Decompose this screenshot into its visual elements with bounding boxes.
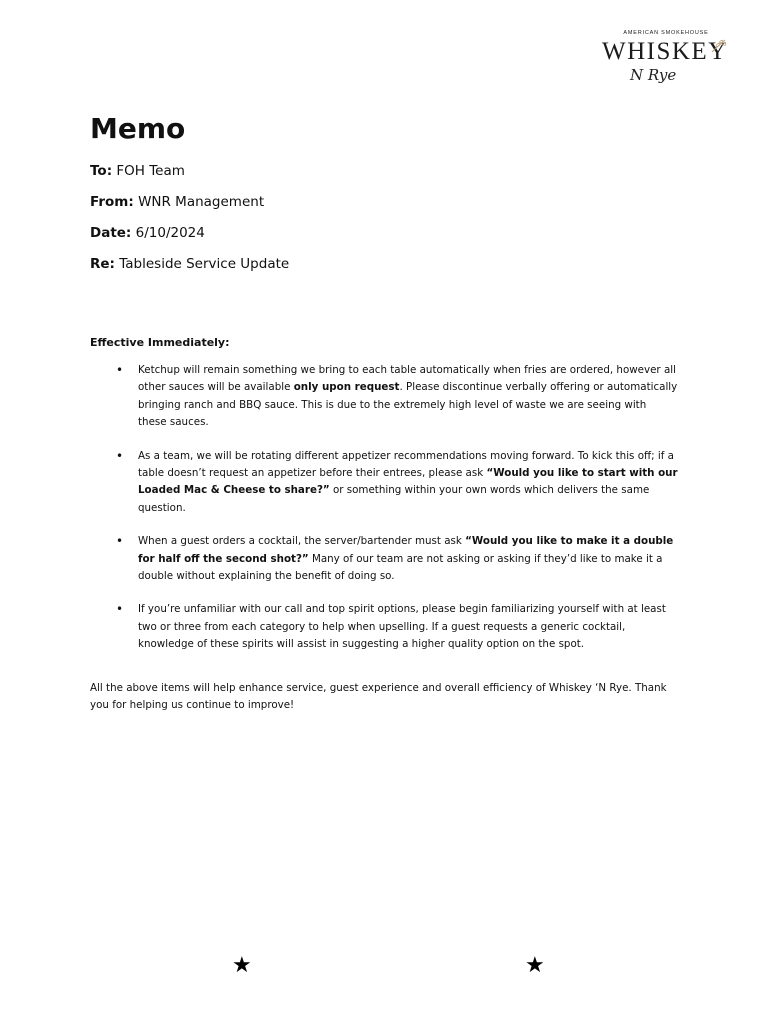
from-label: From: bbox=[90, 194, 134, 210]
list-item: • As a team, we will be rotating different appetizer recommendations moving forward. To kick this off; if a table doesn’t request an appetizer before their entrees, please ask “Would you like to start with our Loaded Mac & Cheese to share?” or something within your own words which delivers the same question. bbox=[138, 448, 678, 518]
memo-date-line bbox=[90, 225, 205, 241]
rye-sprig-icon bbox=[710, 38, 728, 54]
date-value: 6/10/2024 bbox=[135, 225, 205, 241]
logo-wordmark: WHISKEY bbox=[602, 38, 728, 65]
to-value: FOH Team bbox=[116, 163, 185, 179]
whiskey-n-rye-logo bbox=[596, 30, 736, 92]
policy-list bbox=[138, 362, 678, 670]
re-label: Re: bbox=[90, 256, 115, 272]
to-label: To: bbox=[90, 163, 113, 179]
memo-re-line bbox=[90, 256, 289, 272]
star-icon: ★ bbox=[232, 953, 252, 978]
date-label: Date: bbox=[90, 225, 132, 241]
memo-from-line bbox=[90, 194, 264, 210]
from-value: WNR Management bbox=[138, 194, 265, 210]
logo-subtitle: N Rye bbox=[630, 66, 677, 84]
star-icon: ★ bbox=[525, 953, 545, 978]
list-item: • If you’re unfamiliar with our call and top spirit options, please begin familiarizing yourself with at least two or three from each category to help when upselling. If a guest requests a generic cocktail, knowledge of these spirits will assist in suggesting a higher quality option on the spot. bbox=[138, 601, 678, 653]
list-item: • When a guest orders a cocktail, the server/bartender must ask “Would you like to make it a double for half off the second shot?” Many of our team are not asking or asking if they’d like to make it a double without explaining the benefit of doing so. bbox=[138, 533, 678, 585]
list-item: • Ketchup will remain something we bring to each table automatically when fries are ordered, however all other sauces will be available only upon request. Please discontinue verbally offering or automatically bringing ranch and BBQ sauce. This is due to the extremely high level of waste we are seeing with these sauces. bbox=[138, 362, 678, 432]
section-label: Effective Immediately: bbox=[90, 336, 230, 349]
memo-title: Memo bbox=[90, 112, 186, 145]
re-value: Tableside Service Update bbox=[119, 256, 290, 272]
logo-tagline: AMERICAN SMOKEHOUSE bbox=[623, 30, 709, 36]
memo-to-line bbox=[90, 163, 185, 179]
closing-paragraph: All the above items will help enhance service, guest experience and overall efficiency of Whiskey ‘N Rye. Thank you for helping us continue to improve! bbox=[90, 682, 667, 712]
